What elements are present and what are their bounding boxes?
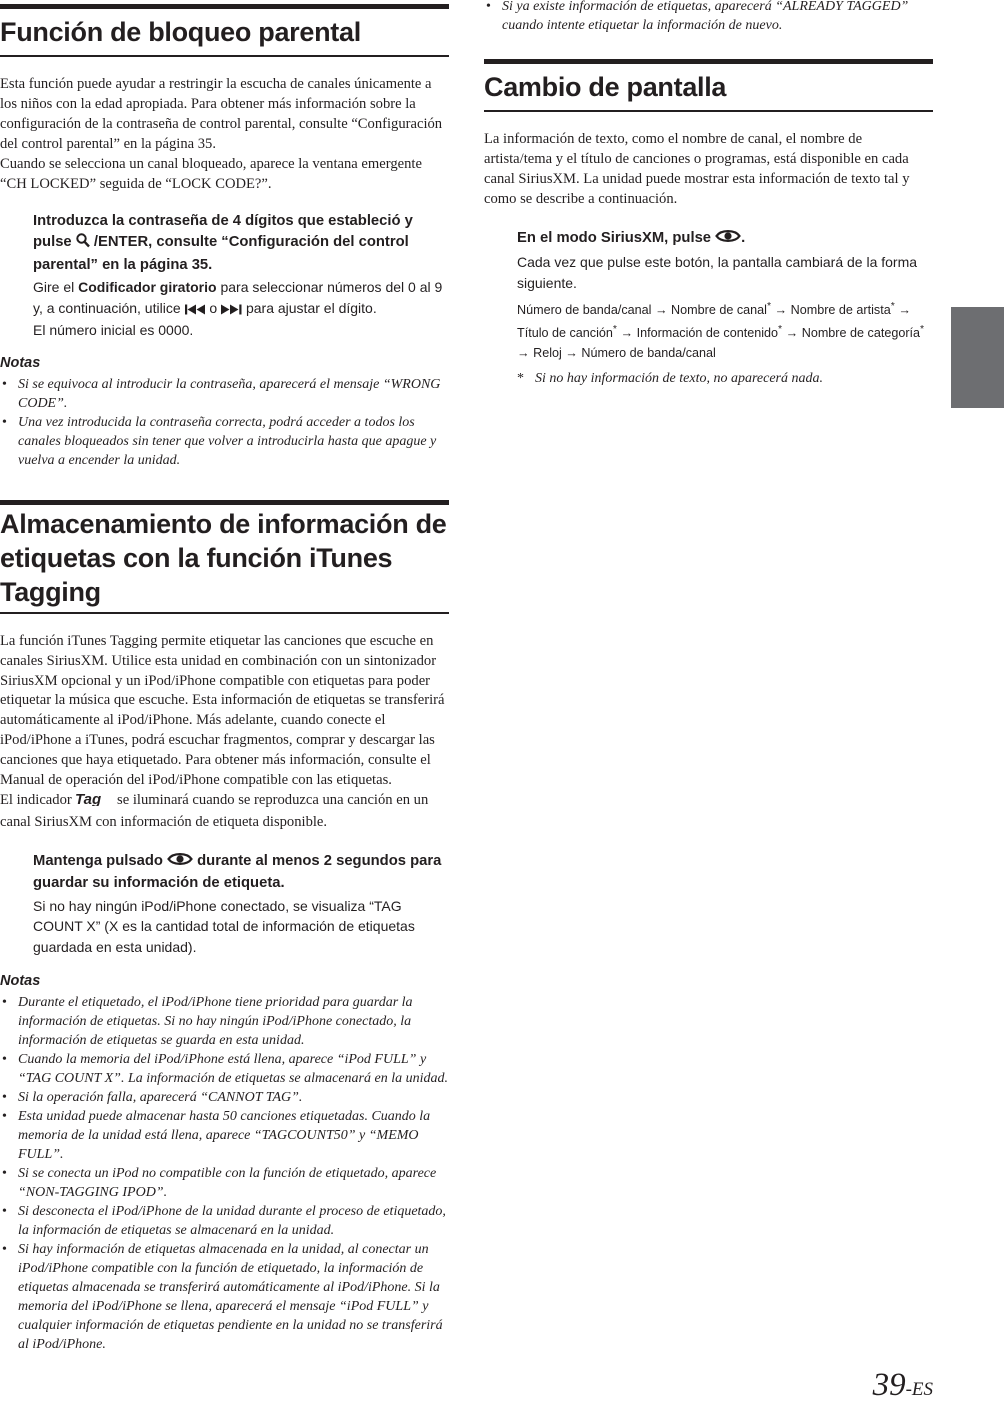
step-heading: En el modo SiriusXM, pulse . (517, 228, 933, 251)
sequence-item: Reloj (533, 345, 562, 360)
section-tab-marker (951, 307, 1004, 408)
notes-list (484, 0, 933, 35)
arrow-icon: → (654, 303, 668, 318)
list-item: • Si se equivoca al introducir la contraseña, aparecerá el mensaje “WRONG CODE”. (0, 375, 449, 413)
tag-button-icon (167, 851, 193, 874)
next-track-icon (221, 300, 242, 321)
notes-title: Notas (0, 354, 41, 371)
sequence-item: Número de banda/canal (517, 303, 652, 318)
step-description: Cada vez que pulse este botón, la pantalla cambiará de la forma siguiente. (517, 254, 918, 291)
previous-track-icon (185, 300, 206, 321)
list-item: • Si la operación falla, aparecerá “CANNOT TAG”. (0, 1088, 449, 1107)
list-item: • Una vez introducida la contraseña correcta, podrá acceder a todos los canales bloqueados sin tener que volver a introducirla hasta que apague y vuelva a encender la unidad. (0, 413, 449, 470)
itunes-tagging-step (33, 851, 449, 958)
arrow-icon: → (620, 326, 634, 341)
footnote-marker: * (890, 300, 895, 313)
paragraph: El indicador Tag se iluminará cuando se reproduzca una canción en un canal SiriusXM con información de etiqueta disponible. (0, 791, 429, 830)
footnote-marker: * (778, 323, 783, 336)
left-column (0, 0, 449, 1354)
paragraph: La función iTunes Tagging permite etiquetar las canciones que escuche en canales SiriusXM. Utilice esta unidad en combinación con un sintonizador SiriusXM opcional y un iPod/iPhone compatible con etiquetas para poder etiquetar la música que escuche. Esta información de etiquetas se transferirá automáticamente al iPod/iPhone. Más adelante, cuando conecte el iPod/iPhone a iTunes, podrá escuchar fragmentos, comprar y descargar las canciones que haya etiquetado. Para obtener más información, consulte el Manual de operación del iPod/iPhone compatible con las etiquetas. (0, 632, 445, 789)
sequence-item: Nombre de canal (671, 303, 767, 318)
list-item: • Si desconecta el iPod/iPhone de la unidad durante el proceso de etiquetado, la información de etiquetas se almacenará en la unidad. (0, 1202, 449, 1240)
right-column (484, 0, 933, 388)
sequence-item: Información de contenido (636, 326, 779, 341)
section-title-display-change: Cambio de pantalla (484, 64, 933, 112)
view-button-icon (715, 228, 741, 251)
tag-indicator-icon (75, 792, 113, 813)
list-item: • Esta unidad puede almacenar hasta 50 canciones etiquetadas. Cuando la memoria de la unidad está llena, aparece “TAGCOUNT50” y “MEMO FULL”. (0, 1107, 449, 1164)
sequence-item: Título de canción (517, 326, 613, 341)
notes-title: Notas (0, 973, 41, 990)
page-number: 39-ES (872, 1367, 933, 1403)
arrow-icon: → (517, 345, 530, 360)
footnote-marker: * (612, 323, 618, 336)
sequence-item: Número de banda/canal (581, 345, 716, 360)
footnote-marker: * (920, 323, 925, 336)
sequence-item: Nombre de artista (790, 303, 891, 318)
step-description: Gire el Codificador giratorio para seleccionar números del 0 al 9 y, a continuación, utilice o para ajustar el dígito. El número inicial es 0000. (33, 279, 443, 339)
section-title-parental-lock: Función de bloqueo parental (0, 9, 449, 57)
arrow-icon: → (785, 326, 799, 341)
svg-text:Tag: Tag (75, 791, 102, 806)
itunes-tagging-intro (0, 632, 449, 833)
paragraph: Cuando se selecciona un canal bloqueado, aparece la ventana emergente “CH LOCKED” seguida de “LOCK CODE?”. (0, 155, 422, 192)
arrow-icon: → (774, 303, 788, 318)
list-item: • Si hay información de etiquetas almacenada en la unidad, al conectar un iPod/iPhone compatible con la función de etiquetado, la información de etiquetas almacenada se transferirá automáticamente al iPod/iPhone. Si la memoria del iPod/iPhone se llena, aparecerá el mensaje “iPod FULL” y cualquier información de etiquetas pendiente en la unidad no se transferirá al iPod/iPhone. (0, 1240, 449, 1354)
notes-list (0, 375, 449, 470)
step-heading: Introduzca la contraseña de 4 dígitos que estableció y pulse /ENTER, consulte “Configuración del control parental” en la página 35. (33, 213, 413, 273)
notes-list (0, 993, 449, 1354)
arrow-icon: → (898, 303, 911, 318)
parental-lock-step (33, 211, 449, 340)
sequence-item: Nombre de categoría (801, 326, 921, 341)
arrow-icon: → (565, 345, 578, 360)
display-sequence (517, 297, 933, 362)
parental-lock-intro (0, 75, 449, 194)
rotary-encoder-label: Codificador giratorio (78, 279, 217, 296)
list-item: • Durante el etiquetado, el iPod/iPhone tiene prioridad para guardar la información de etiquetas. Si no hay ningún iPod/iPhone conectado, la información de etiquetas se guarda en esta unidad. (0, 993, 449, 1050)
list-item: • Cuando la memoria del iPod/iPhone está llena, aparece “iPod FULL” y “TAG COUNT X”. La información de etiquetas se almacenará en la unidad. (0, 1050, 449, 1088)
list-item: • Si ya existe información de etiquetas, aparecerá “ALREADY TAGGED” cuando intente etiquetar la información de nuevo. (484, 0, 933, 35)
paragraph: Esta función puede ayudar a restringir la escucha de canales únicamente a los niños con la edad apropiada. Para obtener más información sobre la configuración de la contraseña de control parental, consulte “Configuración del control parental” en la página 35. (0, 76, 443, 152)
footnote: * Si no hay información de texto, no aparecerá nada. (517, 370, 823, 386)
section-title-itunes-tagging: Almacenamiento de información de etiquetas con la función iTunes Tagging (0, 505, 449, 614)
display-change-intro (484, 130, 933, 210)
list-item: • Si se conecta un iPod no compatible con la función de etiquetado, aparece “NON-TAGGING IPOD”. (0, 1164, 449, 1202)
step-description: Si no hay ningún iPod/iPhone conectado, se visualiza “TAG COUNT X” (X es la cantidad total de información de etiquetas guardada en esta unidad). (33, 897, 415, 955)
display-change-step (517, 228, 933, 363)
paragraph: La información de texto, como el nombre de canal, el nombre de artista/tema y el título de canciones o programas, está disponible en cada canal SiriusXM. La unidad puede mostrar esta información de texto tal y como se describe a continuación. (484, 131, 910, 207)
search-icon (76, 233, 90, 255)
footnote-marker: * (766, 300, 772, 313)
step-heading: Mantenga pulsado durante al menos 2 segundos para guardar su información de etiqueta. (33, 852, 442, 892)
